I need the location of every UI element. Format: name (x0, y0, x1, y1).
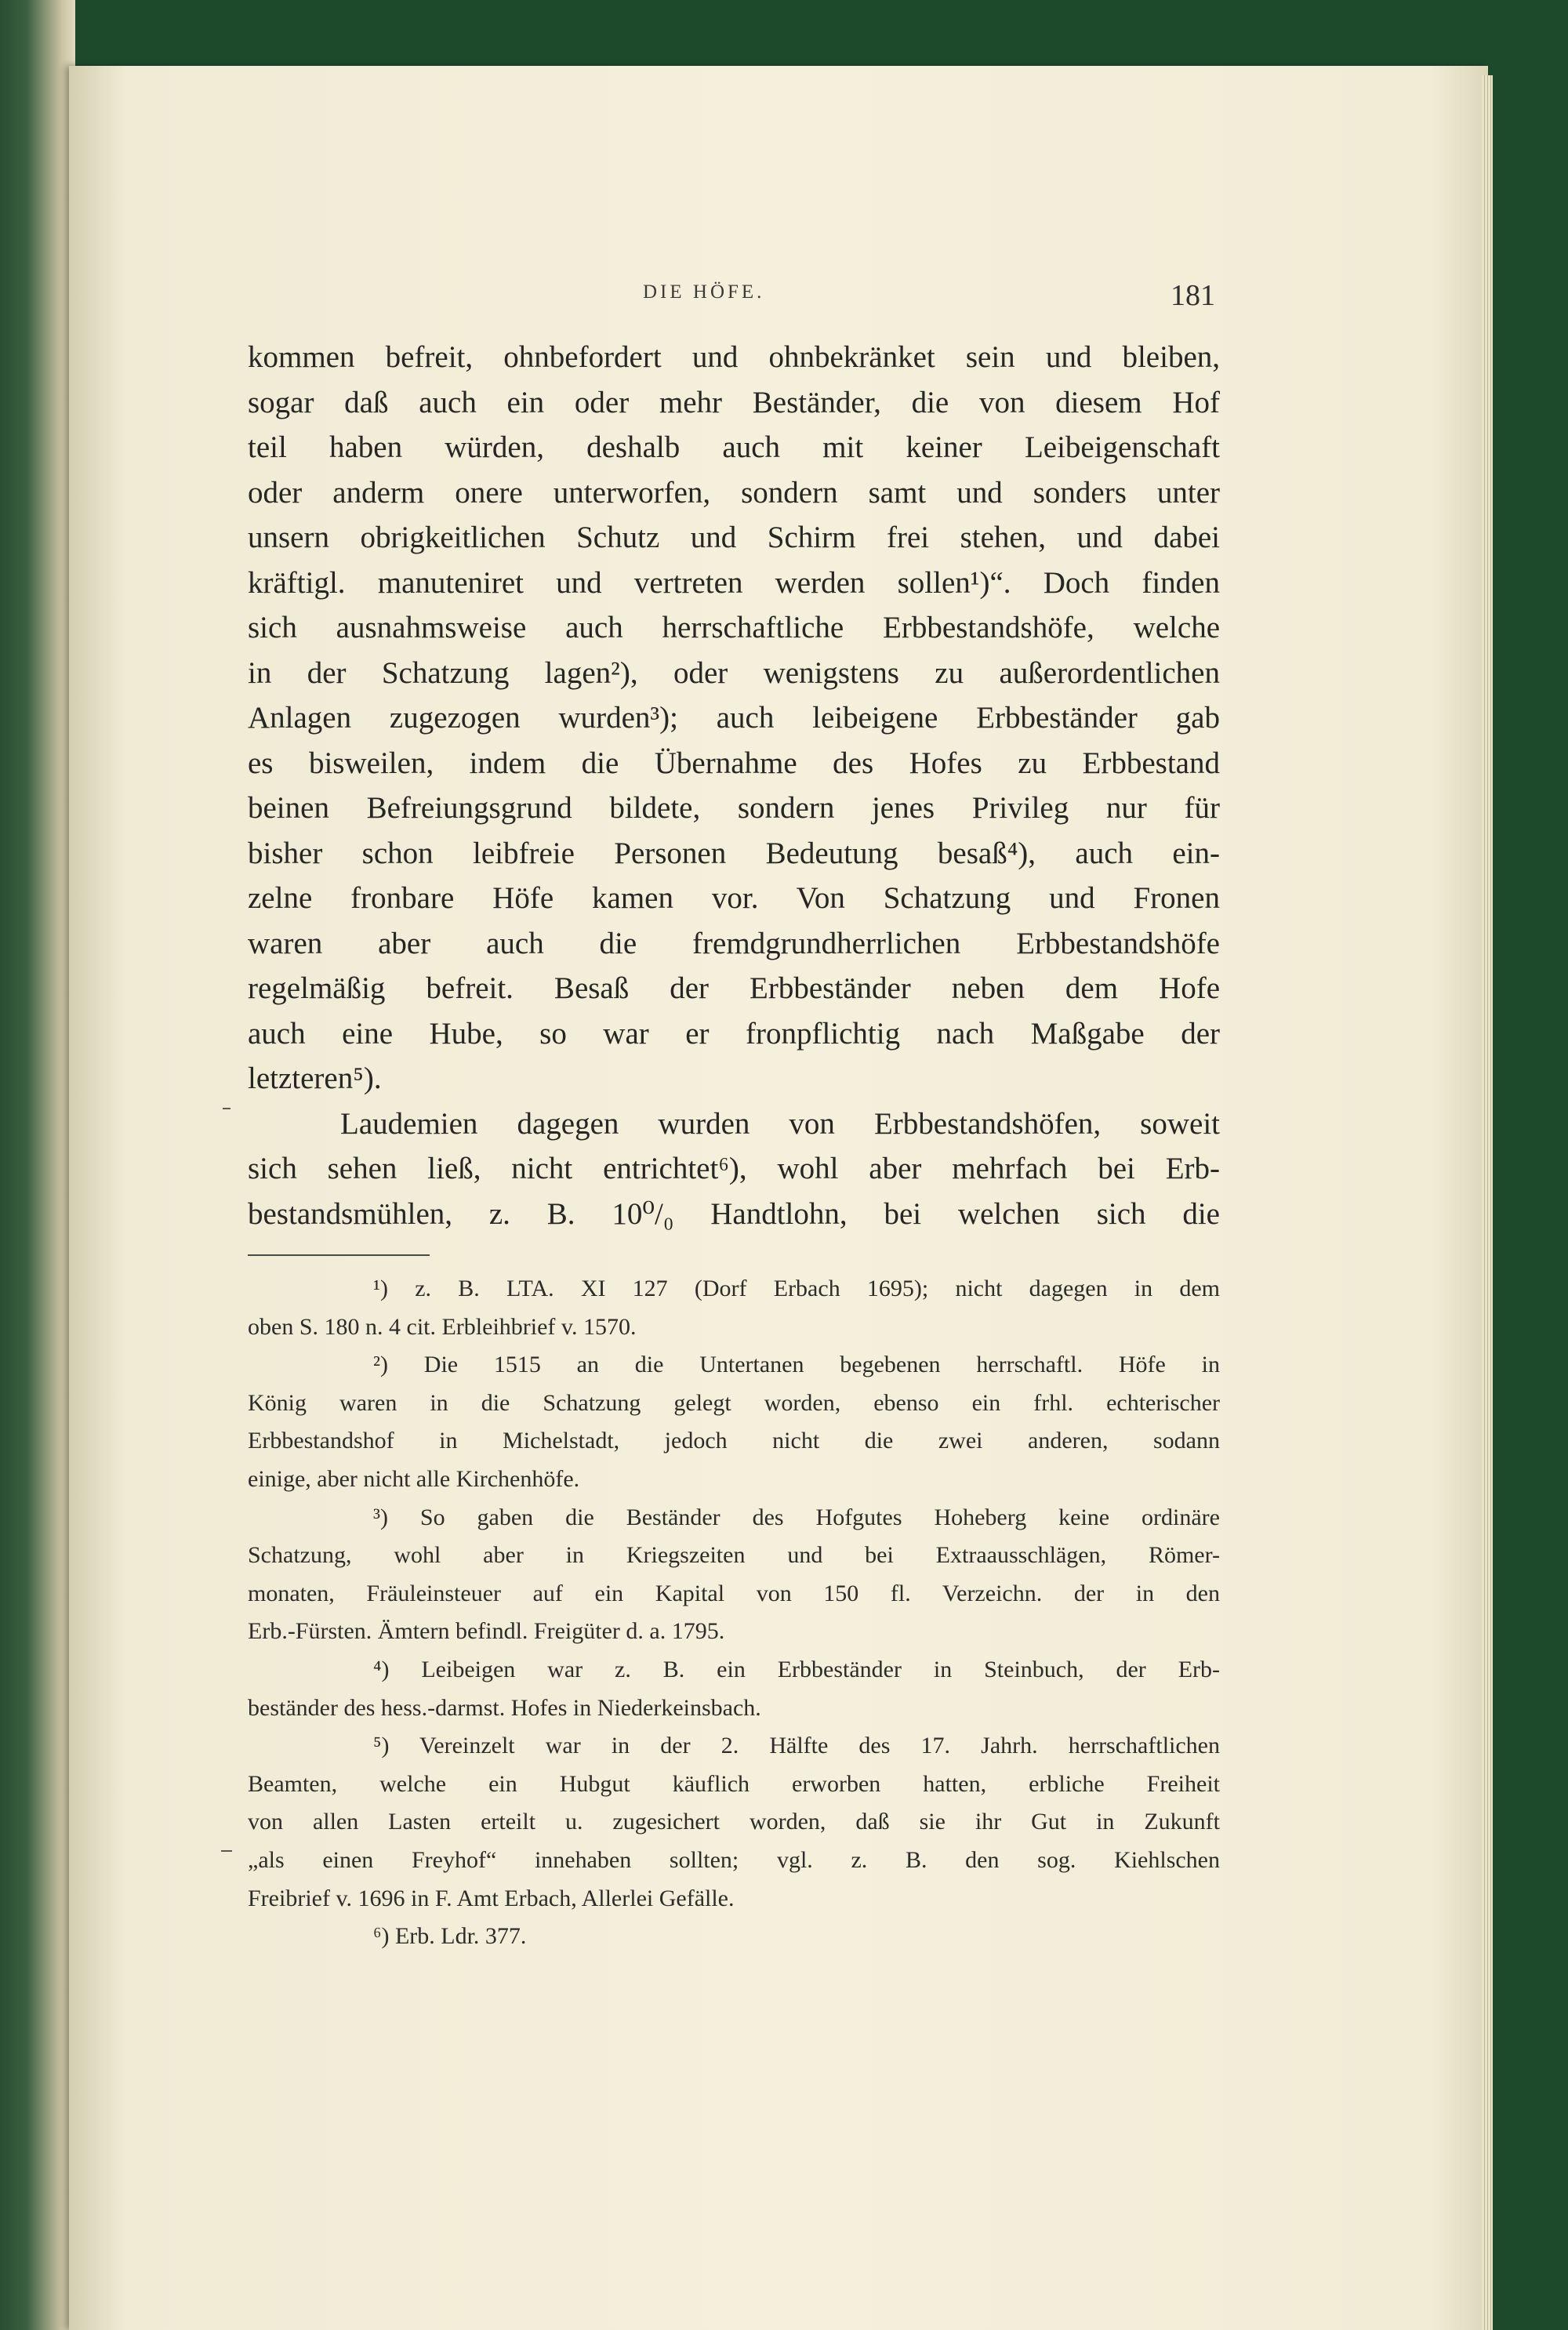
footnote-line: Beamten, welche ein Hubgut käuflich erworben hatten, erbliche Freiheit (248, 1770, 1220, 1797)
footnote-line: von allen Lasten erteilt u. zugesichert worden, daß sie ihr Gut in Zukunft (248, 1809, 1220, 1835)
footnote-line: oben S. 180 n. 4 cit. Erbleihbrief v. 1570. (248, 1313, 637, 1340)
text-line: bisher schon leibfreie Personen Bedeutung besaß⁴), auch ein- (248, 836, 1220, 870)
footnote-line: einige, aber nicht alle Kirchenhöfe. (248, 1465, 580, 1492)
footnote-5 (248, 1727, 1220, 1918)
footnote-line: ¹) z. B. LTA. XI 127 (Dorf Erbach 1695); nicht dagegen in dem (373, 1276, 1220, 1301)
footnote-line: Erb.-Fürsten. Ämtern befindl. Freigüter d. a. 1795. (248, 1618, 725, 1645)
footnote-line: ⁵) Vereinzelt war in der 2. Hälfte des 17. Jahrh. herrschaftlichen (373, 1733, 1220, 1759)
text-line: sich ausnahmsweise auch herrschaftliche Erbbestandshöfe, welche (248, 611, 1220, 644)
footnote-line: König waren in die Schatzung gelegt worden, ebenso ein frhl. echterischer (248, 1389, 1220, 1416)
paragraph-1 (248, 335, 1220, 1101)
footnote-line: ⁴) Leibeigen war z. B. ein Erbbeständer in Steinbuch, der Erb- (373, 1656, 1220, 1682)
text-line: es bisweilen, indem die Übernahme des Hofes zu Erbbestand (248, 746, 1220, 780)
footnote-rule (248, 1254, 430, 1256)
footnote-4 (248, 1651, 1220, 1727)
text-line: sich sehen ließ, nicht entrichtet⁶), wohl aber mehrfach bei Erb- (248, 1152, 1220, 1185)
footnote-line: Schatzung, wohl aber in Kriegszeiten und bei Extraausschlägen, Römer- (248, 1542, 1220, 1569)
text-line: Anlagen zugezogen wurden³); auch leibeigene Erbbeständer gab (248, 701, 1220, 735)
footnote-line: ²) Die 1515 an die Untertanen begebenen herrschaftl. Höfe in (373, 1352, 1220, 1378)
text-line: unsern obrigkeitlichen Schutz und Schirm frei stehen, und dabei (248, 521, 1220, 554)
book-gutter (0, 0, 75, 2330)
text-line: Laudemien dagegen wurden von Erbbestandshöfen, soweit (340, 1106, 1220, 1141)
text-line: teil haben würden, deshalb auch mit keiner Leibeigenschaft (248, 430, 1220, 464)
margin-mark (221, 1850, 232, 1852)
footnote-line: Erbbestandshof in Michelstadt, jedoch nicht die zwei anderen, sodann (248, 1428, 1220, 1454)
margin-mark (223, 1108, 230, 1109)
running-head-title: DIE HÖFE. (643, 281, 765, 303)
footnote-line: monaten, Fräuleinsteuer auf ein Kapital von 150 fl. Verzeichn. der in den (248, 1580, 1220, 1606)
footnote-line: Freibrief v. 1696 in F. Amt Erbach, Allerlei Gefälle. (248, 1885, 735, 1911)
footnote-3 (248, 1499, 1220, 1651)
footnote-line: ³) So gaben die Beständer des Hofgutes Hoheberg keine ordinäre (373, 1504, 1220, 1530)
text-line: regelmäßig befreit. Besaß der Erbbeständer neben dem Hofe (248, 971, 1220, 1005)
text-line: kräftigl. manuteniret und vertreten werden sollen¹)“. Doch finden (248, 565, 1220, 600)
footnote-line: beständer des hess.-darmst. Hofes in Niederkeinsbach. (248, 1694, 761, 1721)
page-number: 181 (1171, 279, 1215, 312)
footnote-line: „als einen Freyhof“ innehaben sollten; vgl. z. B. den sog. Kiehlschen (248, 1846, 1220, 1873)
footnote-1 (248, 1270, 1220, 1346)
text-line: bestandsmühlen, z. B. 10⁰/₀ Handtlohn, bei welchen sich die (248, 1196, 1220, 1231)
page-stack-edge (1482, 75, 1493, 2330)
text-line: beinen Befreiungsgrund bildete, sondern jenes Privileg nur für (248, 791, 1220, 825)
running-head (0, 278, 1568, 310)
text-line: letzteren⁵). (248, 1062, 382, 1095)
footnote-2 (248, 1346, 1220, 1498)
text-line: waren aber auch die fremdgrundherrlichen Erbbestandshöfe (248, 926, 1220, 960)
footnote-6 (248, 1918, 1220, 1956)
text-line: sogar daß auch ein oder mehr Beständer, die von diesem Hof (248, 385, 1220, 419)
text-line: oder anderm onere unterworfen, sondern samt und sonders unter (248, 475, 1220, 510)
body-text (248, 335, 1220, 1236)
paragraph-2 (248, 1101, 1220, 1237)
text-line: in der Schatzung lagen²), oder wenigstens zu außerordentlichen (248, 655, 1220, 690)
footnotes (248, 1270, 1220, 1956)
footnote-line: ⁶) Erb. Ldr. 377. (373, 1923, 527, 1950)
text-line: kommen befreit, ohnbefordert und ohnbekränket sein und bleiben, (248, 340, 1220, 374)
text-line: zelne fronbare Höfe kamen vor. Von Schatzung und Fronen (248, 881, 1220, 915)
text-line: auch eine Hube, so war er fronpflichtig nach Maßgabe der (248, 1016, 1220, 1051)
